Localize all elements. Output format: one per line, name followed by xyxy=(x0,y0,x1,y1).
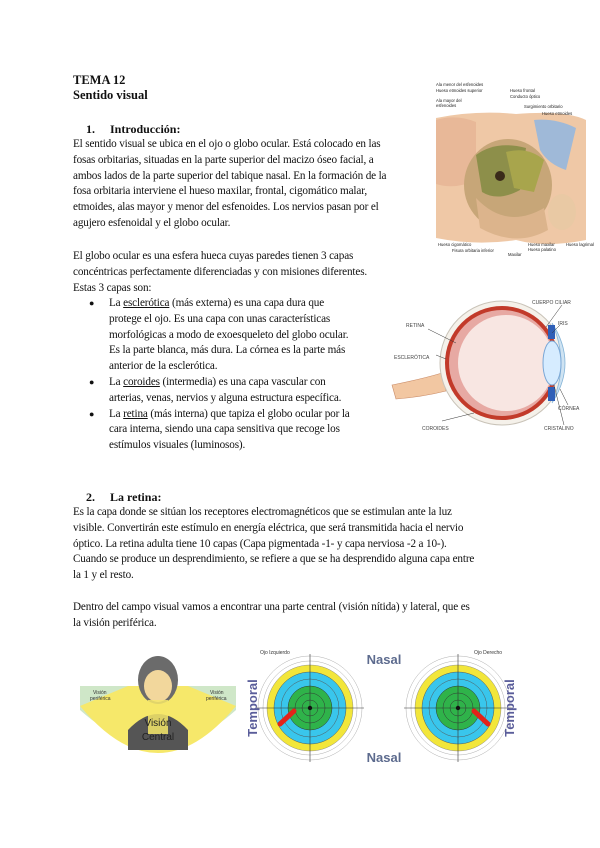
optic-canal xyxy=(495,171,505,181)
globe-line: concéntricas perfectamente diferenciadas y con misiones diferentes. xyxy=(73,265,368,278)
label-esclerotica: ESCLERÓTICA xyxy=(394,355,430,361)
central-label: Central xyxy=(141,732,175,743)
intro-line: ambos lados de la parte superior del tabique nasal. En la formación de la xyxy=(73,169,387,182)
nasal-bottom-label: Nasal xyxy=(366,750,402,765)
intro-line: etmoides, alas mayor y menor del esfenoides. Los nervios pasan por el xyxy=(73,201,379,214)
vision-field-figure xyxy=(80,650,236,770)
right-periph-label: periférica xyxy=(206,696,227,702)
label-retina: RETINA xyxy=(406,323,425,329)
label-cornea: CÓRNEA xyxy=(558,406,580,412)
temporal-left-label: Temporal xyxy=(245,679,260,737)
bullet-line: arterias, venas, nervios y alguna estructura específica. xyxy=(109,391,342,404)
lens xyxy=(543,341,561,385)
orbit-label: Hueso maxilar xyxy=(528,242,555,247)
bullet-pre: La xyxy=(109,407,124,420)
field-line: Dentro del campo visual vamos a encontrar una parte central (visión nítida) y lateral, que es xyxy=(73,601,470,613)
iris-top xyxy=(548,325,555,339)
term-coroides: coroides xyxy=(123,375,160,388)
orbit-label: Hueso etmoides xyxy=(542,111,573,116)
retina-paragraph xyxy=(73,505,533,584)
tema-label: TEMA 12 xyxy=(73,73,126,87)
field-line: la visión periférica. xyxy=(73,616,157,629)
intro-line: agujero esfenoidal y el globo ocular. xyxy=(73,216,231,229)
orbit-label: Ala mayor del xyxy=(436,98,462,103)
orbit-label: Hueso etmoides superior xyxy=(436,88,483,93)
section2-heading xyxy=(86,490,161,505)
section1-number: 1. xyxy=(86,122,95,136)
section1-heading xyxy=(86,122,180,137)
lacrimal-area xyxy=(548,194,576,230)
term-retina: retina xyxy=(123,407,148,420)
intro-line: fosas orbitarias, situadas en la parte superior del macizo óseo facial, a xyxy=(73,153,374,166)
bullet-line: cara interna, siendo una capa sensitiva que recoge los xyxy=(109,423,340,436)
left-eye-label: Ojo Izquierdo xyxy=(260,650,290,656)
label-cuerpo-ciliar: CUERPO CILIAR xyxy=(532,300,571,306)
bullet-line: (más interna) que tapiza el globo ocular por la xyxy=(147,407,350,420)
bullet-pre: La xyxy=(109,375,124,388)
intro-line: fosa orbitaria interviene el hueso maxilar, frontal, cigomático malar, xyxy=(73,185,367,198)
retina-line: Cuando se produce un desprendimiento, se refiere a que se ha desprendido alguna capa entre xyxy=(73,553,475,566)
orbit-label: Hueso palatino xyxy=(528,247,556,252)
globe-line: El globo ocular es una esfera hueca cuyas paredes tienen 3 capas xyxy=(73,250,354,262)
bullet-pre: La xyxy=(109,297,124,309)
iris-bottom xyxy=(548,387,555,401)
list-item xyxy=(83,407,403,454)
orbit-label: Conducto óptico xyxy=(510,94,541,99)
face xyxy=(144,670,172,702)
section1-title: Introducción: xyxy=(110,122,181,136)
right-eye-label: Ojo Derecho xyxy=(474,650,503,656)
eye-anatomy-figure xyxy=(392,293,588,433)
bullet-line: anterior de la esclerótica. xyxy=(109,360,218,373)
bullet-line: (más externa) es una capa dura que xyxy=(169,297,325,309)
orbit-label: Ala menor del esfenoides xyxy=(436,82,484,87)
orbit-figure xyxy=(436,80,594,257)
bullet-line: protege el ojo. Es una capa con unas características xyxy=(109,312,331,325)
label-iris: IRIS xyxy=(558,321,568,327)
document-title xyxy=(73,73,148,103)
tema-subtitle: Sentido visual xyxy=(73,88,148,102)
fixation-point xyxy=(308,706,312,710)
visual-field-chart xyxy=(244,644,524,766)
central-label: Visión xyxy=(144,718,172,729)
bullet-line: (intermedia) es una capa vascular con xyxy=(159,375,326,388)
section2-number: 2. xyxy=(86,490,95,504)
orbit-label: Fisura orbitaria inferior xyxy=(452,248,494,253)
retina-line: visible. Convertirán este estímulo en energía eléctrica, que será transmitida hacia el nervio xyxy=(73,521,464,534)
bullet-line: morfológicas a modo de exoesqueleto del globo ocular. xyxy=(109,328,349,341)
retina-line: la 1 y el resto. xyxy=(73,569,134,582)
retina-line: óptico. La retina adulta tiene 10 capas (Capa pigmentada -1- y capa nerviosa -2 a 10-). xyxy=(73,537,447,550)
orbit-label: Surgimiento orbitario xyxy=(524,104,563,109)
orbit-label: Hueso cigomático xyxy=(438,242,472,247)
term-esclerotica: esclerótica xyxy=(123,297,170,309)
bullet-line: estímulos visuales (luminosos). xyxy=(109,439,246,452)
nasal-top-label: Nasal xyxy=(366,652,402,667)
list-item xyxy=(83,296,403,375)
orbit-label: Hueso lagrimal xyxy=(566,242,594,247)
retina-line: Es la capa donde se sitúan los receptores electromagnéticos que se estimulan ante la luz xyxy=(73,506,452,518)
label-coroides: COROIDES xyxy=(422,426,449,432)
vitreous-body xyxy=(458,315,554,411)
intro-paragraph xyxy=(73,137,423,232)
orbit-label: Hueso frontal xyxy=(510,88,535,93)
label-cristalino: CRISTALINO xyxy=(544,426,574,432)
section2-title: La retina: xyxy=(110,490,162,504)
intro-line: El sentido visual se ubica en el ojo o globo ocular. Está colocado en las xyxy=(73,138,381,150)
globe-paragraph xyxy=(73,249,413,296)
list-item xyxy=(83,375,403,407)
layers-list xyxy=(83,296,403,454)
globe-line: Estas 3 capas son: xyxy=(73,281,152,294)
visual-field-paragraph xyxy=(73,600,533,632)
right-periph-label: Visión xyxy=(210,690,224,696)
orbit-label: esfenoides xyxy=(436,103,457,108)
orbit-label: Maxilar xyxy=(508,252,522,257)
fixation-point xyxy=(456,706,460,710)
left-periph-label: periférica xyxy=(90,696,111,702)
temporal-right-label: Temporal xyxy=(502,679,517,737)
bullet-line: Es la parte blanca, más dura. La córnea es la parte más xyxy=(109,344,346,357)
left-periph-label: Visión xyxy=(93,690,107,696)
